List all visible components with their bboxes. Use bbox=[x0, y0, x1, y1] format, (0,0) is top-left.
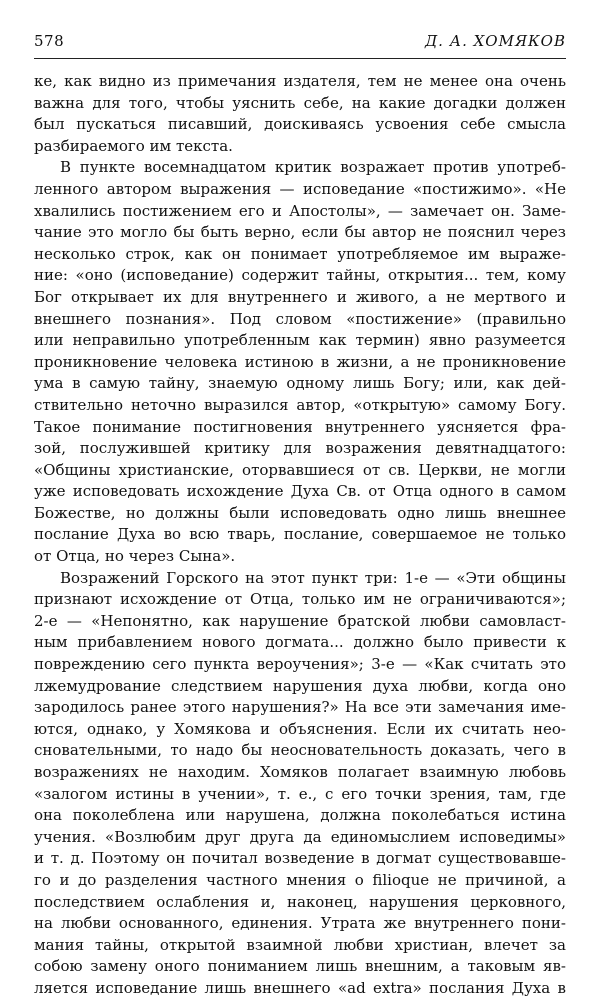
text-line: важна для того, чтобы уяснить себе, на какие догадки должен bbox=[34, 93, 566, 112]
text-line: или неправильно употребленным как термин) явно разумеется bbox=[34, 331, 566, 350]
text-line: чание это могло бы быть верно, если бы автор не пояснил через bbox=[34, 223, 566, 242]
text-line: разбираемого им текста. bbox=[34, 136, 233, 155]
text-line: последствием ослабления и, наконец, нарушения церковного, bbox=[34, 892, 566, 911]
text-line: на любви основанного, единения. Утрата же внутреннего пони- bbox=[34, 914, 566, 933]
text-line: она поколеблена или нарушена, должна поколебаться истина bbox=[34, 806, 566, 825]
text-line: сновательными, то надо бы неосновательность доказать, чего в bbox=[34, 741, 566, 760]
book-page bbox=[34, 32, 566, 1000]
text-line: повреждению сего пункта вероучения»; 3-е — «Как считать это bbox=[34, 655, 566, 674]
text-line: ляется исповедание лишь внешнего «ad extra» послания Духа в bbox=[34, 978, 566, 997]
page-number: 578 bbox=[34, 32, 65, 50]
page-header bbox=[34, 32, 566, 59]
text-line: несколько строк, как он понимает употребляемое им выраже- bbox=[34, 244, 566, 263]
text-line: был пускаться писавший, доискиваясь усвоения себе смысла bbox=[34, 115, 566, 134]
text-line: «залогом истины в учении», т. е., с его точки зрения, там, где bbox=[34, 784, 566, 803]
text-line: зародилось ранее этого нарушения?» На все эти замечания име- bbox=[34, 698, 566, 717]
text-line: Такое понимание постигновения внутреннего уясняется фра- bbox=[34, 417, 566, 436]
text-line: собою замену оного пониманием лишь внешним, а таковым яв- bbox=[34, 957, 566, 976]
text-line: от Отца, но через Сына». bbox=[34, 547, 236, 566]
text-line: ленного автором выражения — исповедание «постижимо». «Не bbox=[34, 179, 566, 198]
text-line: ным прибавлением нового догмата... должно было привести к bbox=[34, 633, 566, 652]
text-line: 2-е — «Непонятно, как нарушение братской любви самовласт- bbox=[34, 611, 566, 630]
text-line: ние: «оно (исповедание) содержит тайны, открытия... тем, кому bbox=[34, 266, 566, 285]
text-line: проникновение человека истиною в жизни, а не проникновение bbox=[34, 352, 566, 371]
text-line: лжемудрование следствием нарушения духа любви, когда оно bbox=[34, 676, 566, 695]
text-line: В пункте восемнадцатом критик возражает против употреб- bbox=[60, 158, 566, 177]
text-line: мания тайны, открытой взаимной любви христиан, влечет за bbox=[34, 935, 566, 954]
text-line: и т. д. Поэтому он почитал возведение в догмат существовавше- bbox=[34, 849, 566, 868]
text-line: Бог открывает их для внутреннего и живого, а не мертвого и bbox=[34, 287, 566, 306]
text-line: внешнего познания». Под словом «постижение» (правильно bbox=[34, 309, 566, 328]
text-line: уже исповедовать исхождение Духа Св. от Отца одного в самом bbox=[34, 482, 566, 501]
text-line: ке, как видно из примечания издателя, тем не менее она очень bbox=[34, 72, 566, 90]
text-line: ума в самую тайну, знаемую одному лишь Богу; или, как дей- bbox=[34, 374, 566, 393]
text-line: Возражений Горского на этот пункт три: 1-е — «Эти общины bbox=[60, 568, 566, 587]
running-title: Д. А. ХОМЯКОВ bbox=[424, 32, 566, 50]
text-line: го и до разделения частного мнения о filioque не причиной, а bbox=[34, 870, 566, 889]
text-line: учения. «Возлюбим друг друга да единомыслием исповедимы» bbox=[34, 827, 566, 846]
text-line: послание Духа во всю тварь, послание, совершаемое не только bbox=[34, 525, 566, 544]
text-line: Божестве, но должны были исповедовать одно лишь внешнее bbox=[34, 503, 566, 522]
text-line: «Общины христианские, оторвавшиеся от св. Церкви, не могли bbox=[34, 460, 566, 479]
text-line: ются, однако, у Хомякова и объяснения. Если их считать нео- bbox=[34, 719, 566, 738]
text-line: признают исхождение от Отца, только им не ограничиваются»; bbox=[34, 590, 566, 609]
text-line: ствительно неточно выразился автор, «открытую» самому Богу. bbox=[34, 395, 566, 414]
text-line: хвалились постижением его и Апостолы», — замечает он. Заме- bbox=[34, 201, 566, 220]
text-line: возражениях не находим. Хомяков полагает взаимную любовь bbox=[34, 763, 566, 781]
body-text bbox=[34, 71, 566, 1000]
text-line: зой, послужившей критику для возражения девятнадцатого: bbox=[34, 439, 566, 458]
